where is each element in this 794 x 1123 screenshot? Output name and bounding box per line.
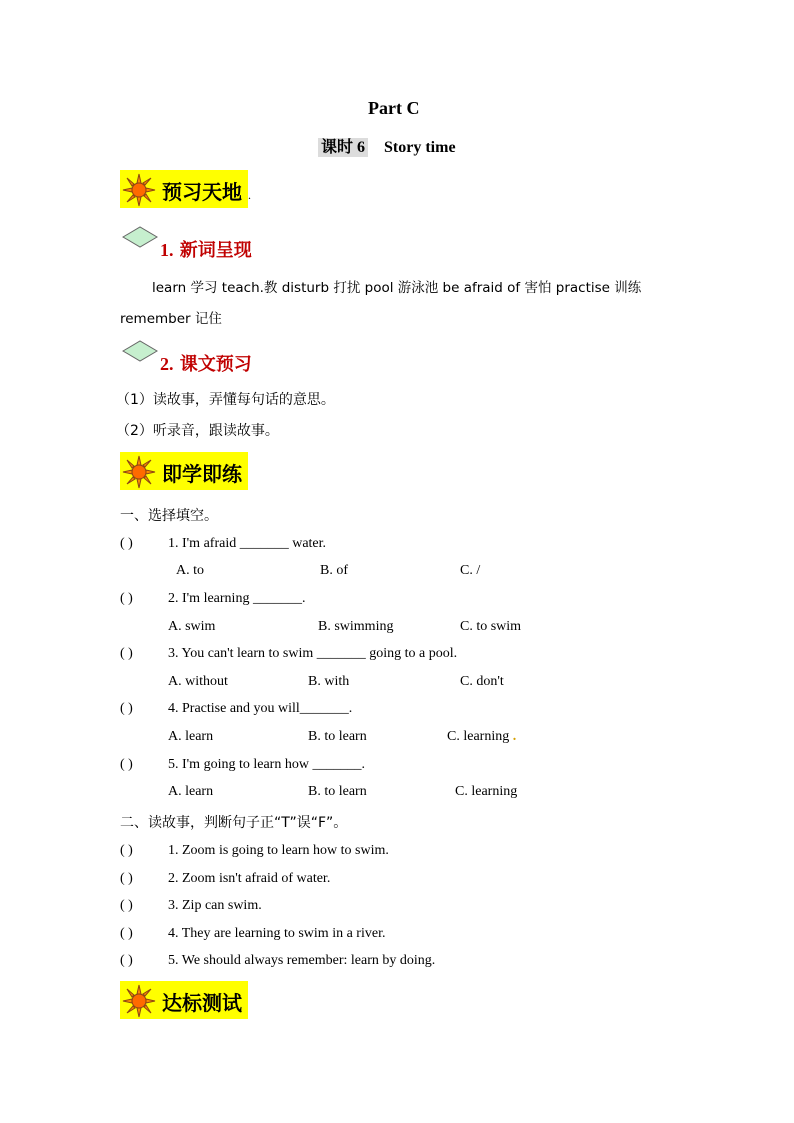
sun-icon bbox=[122, 173, 156, 207]
preview-task-2: （2）听录音，跟读故事。 bbox=[116, 423, 279, 439]
statement-text: 2. Zoom isn't afraid of water. bbox=[168, 871, 331, 886]
sun-icon bbox=[122, 984, 156, 1018]
statement-text: 3. Zip can swim. bbox=[168, 898, 262, 913]
practice-banner-text: 即学即练 bbox=[162, 462, 242, 486]
option-b: B. of bbox=[320, 563, 348, 578]
option-c: C. don't bbox=[460, 674, 504, 689]
option-b: B. with bbox=[308, 674, 350, 689]
question-text: 4. Practise and you will_______. bbox=[168, 701, 353, 716]
answer-blank[interactable]: ( ) bbox=[120, 536, 133, 551]
option-a: A. learn bbox=[168, 784, 214, 799]
option-a: A. learn bbox=[168, 729, 214, 744]
preview-task-1: （1）读故事，弄懂每句话的意思。 bbox=[116, 392, 335, 408]
lesson-label: 课时 6 bbox=[318, 138, 368, 157]
lesson-name: Story time bbox=[384, 139, 456, 156]
part1-heading: 一、选择填空。 bbox=[120, 508, 218, 524]
vocab-line-2: remember 记住 bbox=[120, 311, 222, 327]
preview-banner bbox=[120, 170, 248, 208]
answer-blank[interactable]: ( ) bbox=[120, 701, 133, 716]
option-b: B. to learn bbox=[308, 729, 367, 744]
statement-text: 1. Zoom is going to learn how to swim. bbox=[168, 843, 389, 858]
option-b: B. to learn bbox=[308, 784, 367, 799]
test-banner-text: 达标测试 bbox=[162, 991, 242, 1015]
practice-banner bbox=[120, 452, 248, 490]
answer-blank[interactable]: ( ) bbox=[120, 757, 133, 772]
answer-blank[interactable]: ( ) bbox=[120, 591, 133, 606]
part2-heading: 二、读故事，判断句子正“T”误“F”。 bbox=[120, 815, 348, 831]
question-text: 1. I'm afraid _______ water. bbox=[168, 536, 327, 551]
question-text: 3. You can't learn to swim _______ going to a pool. bbox=[168, 646, 458, 661]
sun-icon bbox=[122, 455, 156, 489]
page-title: Part C bbox=[368, 98, 420, 118]
item2-heading: 2. 课文预习 bbox=[160, 354, 252, 375]
test-banner bbox=[120, 981, 248, 1019]
statement-text: 4. They are learning to swim in a river. bbox=[168, 926, 386, 941]
option-a: A. swim bbox=[168, 619, 216, 634]
yellow-dot: . bbox=[512, 729, 517, 744]
option-a: A. without bbox=[168, 674, 228, 689]
statement-text: 5. We should always remember: learn by doing. bbox=[168, 953, 436, 968]
lesson-heading bbox=[318, 134, 456, 157]
answer-blank[interactable]: ( ) bbox=[120, 646, 133, 661]
diamond-icon bbox=[121, 226, 159, 248]
vocab-line-1: learn 学习 teach.教 disturb 打扰 pool 游泳池 be afraid of 害怕 practise 训练 bbox=[152, 280, 642, 296]
answer-blank[interactable]: ( ) bbox=[120, 926, 133, 941]
option-c: C. to swim bbox=[460, 619, 522, 634]
option-a: A. to bbox=[176, 563, 204, 578]
diamond-icon bbox=[121, 340, 159, 362]
answer-blank[interactable]: ( ) bbox=[120, 843, 133, 858]
answer-blank[interactable]: ( ) bbox=[120, 953, 133, 968]
answer-blank[interactable]: ( ) bbox=[120, 871, 133, 886]
option-c: C. learning . bbox=[447, 729, 517, 744]
option-c: C. / bbox=[460, 563, 481, 578]
preview-banner-text: 预习天地 bbox=[162, 180, 242, 204]
option-c: C. learning bbox=[455, 784, 518, 799]
question-text: 2. I'm learning _______. bbox=[168, 591, 306, 606]
item1-heading: 1. 新词呈现 bbox=[160, 240, 252, 261]
question-text: 5. I'm going to learn how _______. bbox=[168, 757, 365, 772]
option-b: B. swimming bbox=[318, 619, 394, 634]
answer-blank[interactable]: ( ) bbox=[120, 898, 133, 913]
